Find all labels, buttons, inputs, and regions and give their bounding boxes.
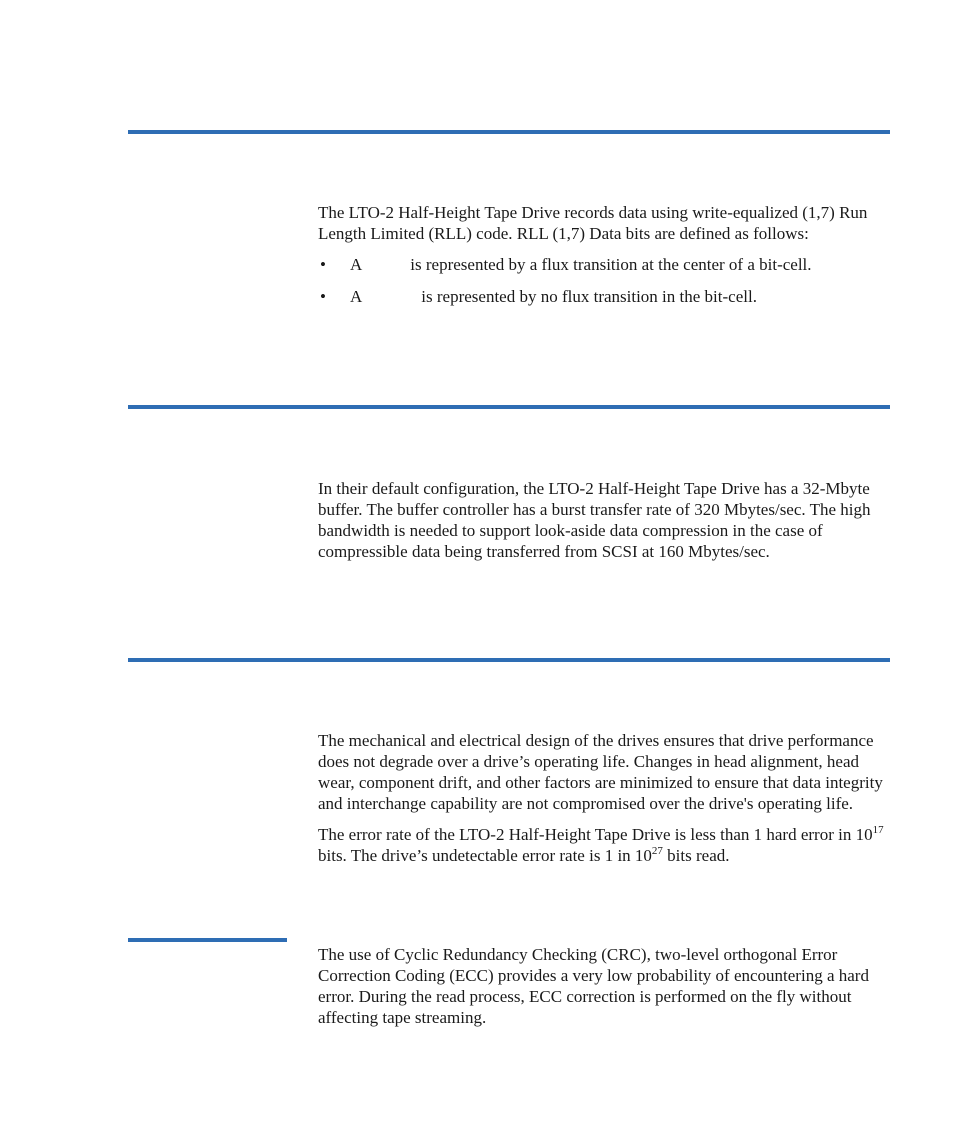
error-rate-text-1: The error rate of the LTO-2 Half-Height Tape Drive is less than 1 hard error in 10 (318, 825, 873, 844)
error-rate-text-3: bits read. (662, 846, 730, 865)
section-error-correction (318, 944, 898, 1028)
section-divider-1 (128, 130, 890, 134)
section-divider-3 (128, 658, 890, 662)
bit-definition-list (318, 254, 898, 307)
section-recording-method (318, 202, 898, 318)
error-rate-exponent-2: 27 (651, 845, 663, 857)
recording-paragraph: The LTO-2 Half-Height Tape Drive records data using write-equalized (1,7) Run Length Limited (RLL) code. RLL (1,7) Data bits are defined as follows: (318, 203, 868, 243)
list-item (318, 254, 898, 275)
bullet-prefix: A (350, 255, 363, 274)
bullet-icon: • (320, 287, 326, 306)
error-rate-paragraph (318, 824, 898, 866)
bullet-text: is represented by no flux transition in the bit-cell. (421, 287, 757, 306)
section-buffer (318, 478, 898, 562)
bullet-icon: • (320, 255, 326, 274)
section-reliability (318, 730, 898, 866)
error-rate-text-2: bits. The drive’s undetectable error rate is 1 in 10 (318, 846, 652, 865)
bullet-prefix: A (350, 287, 363, 306)
reliability-paragraph: The mechanical and electrical design of the drives ensures that drive performance does not degrade over a drive’s operating life. Changes in head alignment, head wear, component drift, and other factors are minimized to ensure that data integrity and interchange capability are not compromised over the drive's operating life. (318, 731, 883, 813)
buffer-paragraph: In their default configuration, the LTO-2 Half-Height Tape Drive has a 32-Mbyte buffer. The buffer controller has a burst transfer rate of 320 Mbytes/sec. The high bandwidth is needed to support look-aside data compression in the case of compressible data being transferred from SCSI at 160 Mbytes/sec. (318, 479, 871, 561)
error-rate-exponent-1: 17 (872, 824, 884, 836)
error-correction-paragraph: The use of Cyclic Redundancy Checking (CRC), two-level orthogonal Error Correction Coding (ECC) provides a very low probability of encountering a hard error. During the read process, ECC correction is performed on the fly without affecting tape streaming. (318, 945, 869, 1027)
subsection-divider (128, 938, 287, 942)
section-divider-2 (128, 405, 890, 409)
list-item (318, 286, 898, 307)
bullet-text: is represented by a flux transition at the center of a bit-cell. (410, 255, 812, 274)
